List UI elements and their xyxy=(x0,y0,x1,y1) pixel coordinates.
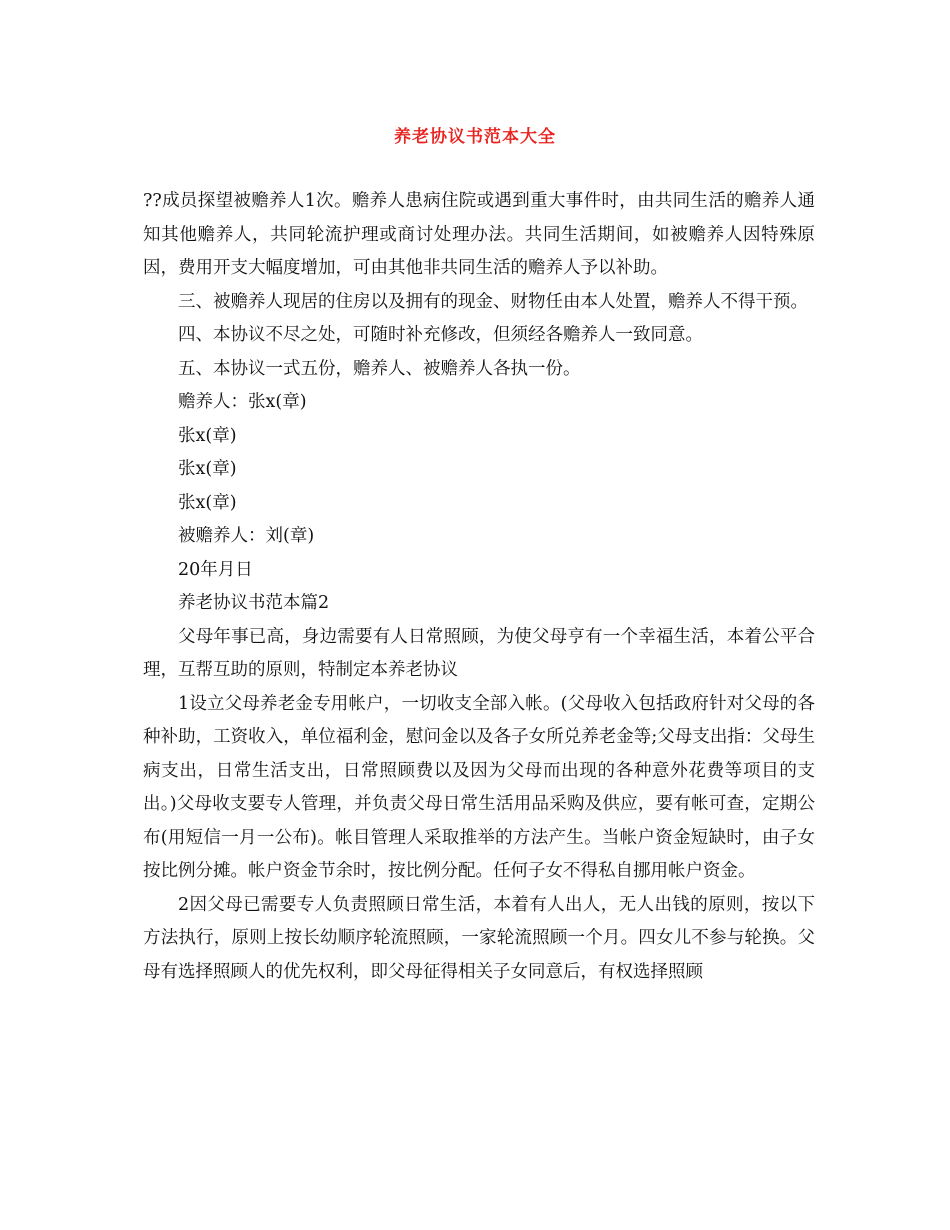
paragraph: 2因父母已需要专人负责照顾日常生活，本着有人出人，无人出钱的原则，按以下方法执行，原则上按长幼顺序轮流照顾，一家轮流照顾一个月。四女儿不参与轮换。父母有选择照顾人的优先权利，即父母征得相关子女同意后，有权选择照顾 xyxy=(143,894,815,982)
section-heading: 养老协议书范本篇2 xyxy=(178,593,330,613)
signature-line: 赡养人：张x(章) xyxy=(178,392,307,412)
signature-line: 张x(章) xyxy=(178,492,237,513)
document-title: 养老协议书范本大全 xyxy=(394,127,556,147)
paragraph: ??成员探望被赡养人1次。赡养人患病住院或遇到重大事件时，由共同生活的赡养人通知其他赡养人，共同轮流护理或商讨处理办法。共同生活期间，如被赡养人因特殊原因，费用开支大幅度增加，可由其他非共同生活的赡养人予以补助。 xyxy=(143,191,815,278)
paragraph: 1设立父母养老金专用帐户，一切收支全部入帐。(父母收入包括政府针对父母的各种补助，工资收入，单位福利金，慰问金以及各子女所兑养老金等;父母支出指：父母生病支出，日常生活支出，日常照顾费以及因为父母而出现的各种意外花费等项目的支出。)父母收支要专人管理，并负责父母日常生活用品采购及供应，要有帐可查，定期公布(用短信一月一公布)。帐目管理人采取推举的方法产生。当帐户资金短缺时，由子女按比例分摊。帐户资金节余时，按比例分配。任何子女不得私自挪用帐户资金。 xyxy=(143,693,815,881)
document-body xyxy=(143,185,815,989)
signature-line: 张x(章) xyxy=(178,459,237,479)
date-line: 20年月日 xyxy=(178,559,253,580)
paragraph: 五、本协议一式五份，赡养人、被赡养人各执一份。 xyxy=(178,358,581,379)
paragraph: 三、被赡养人现居的住房以及拥有的现金、财物任由本人处置，赡养人不得干预。 xyxy=(178,291,808,312)
signature-line: 张x(章) xyxy=(178,425,237,446)
paragraph: 父母年事已高，身边需要有人日常照顾，为使父母亨有一个幸福生活，本着公平合理，互帮互助的原则，特制定本养老协议 xyxy=(143,626,815,680)
signature-line: 被赡养人：刘(章) xyxy=(178,526,315,546)
paragraph: 四、本协议不尽之处，可随时补充修改，但须经各赡养人一致同意。 xyxy=(178,325,703,345)
